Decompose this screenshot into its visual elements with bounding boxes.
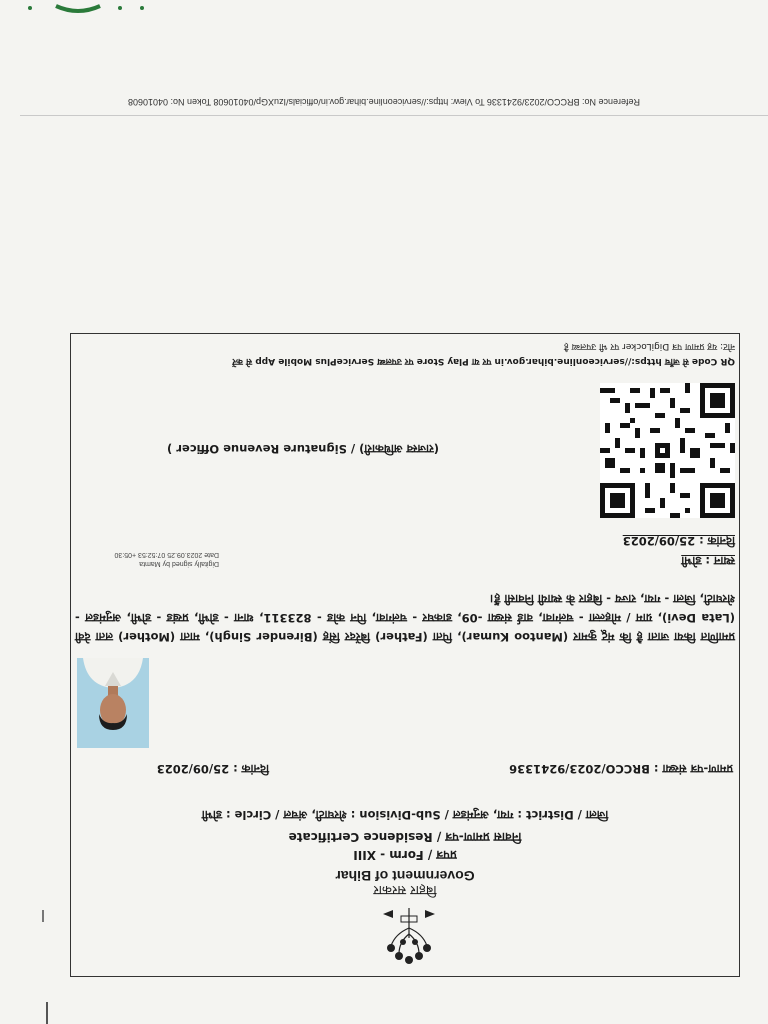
certificate-frame: [70, 333, 740, 977]
header-divider: [20, 115, 768, 116]
district-line: जिला / District : गया, अनुमंडल / Sub-Division : शेरघाटी, अंचल / Circle : डोभी: [201, 808, 609, 822]
digital-signature: [114, 550, 219, 568]
bihar-emblem-icon: [379, 906, 439, 968]
place: स्थान : डोभी: [681, 554, 735, 568]
government-title: Government of Bihar: [335, 868, 475, 884]
form-number: प्रपत्र / Form - XIII: [353, 848, 457, 862]
officer-signature-label: (राजस्व अधिकारी) / Signature Revenue Officer ): [167, 442, 439, 456]
applicant-photo: [77, 658, 149, 748]
reference-line: Reference No: BRCCO/2023/9241336 To View: https://serviceonline.bihar.gov.in/officials/IzuXGp/04010608 Token No: 04010608: [128, 97, 640, 107]
government-title-hindi: बिहार सरकार: [373, 882, 437, 897]
qr-verification-note: QR Code से जाँच https://serviceonline.bihar.gov.in पर या Play Store पर उपलब्ध ServicePlus Mobile App से करें: [232, 356, 735, 366]
margin-mark: [42, 910, 44, 922]
certificate-title: निवास प्रमाण-पत्र / Residence Certificate: [288, 830, 522, 844]
scan-artifact-marks: [18, 0, 148, 16]
certificate-number: प्रमाण-पत्र संख्या : BRCCO/2023/9241336: [509, 762, 733, 776]
certificate-body: प्रमाणित किया जाता है कि मंटू कुमार (Mantoo Kumar), पिता (Father) बिरेंदर सिंह (Birender Singh), माता (Mother) लता देवी (Lata Devi), ग्राम / मोहल्ला - चलंगवा, वार्ड संख्या -09, डाकघर - चलंगवा, पिन कोड - 823311, थाना - डोभी, प्रखंड - डोभी, अनुमंडल - शेरघाटी, जिला - गया, राज्य - बिहार के स्थायी निवासी हैं।: [75, 592, 735, 644]
signature-date: दिनांक : 25/09/2023: [622, 534, 735, 548]
margin-mark: [46, 1002, 48, 1024]
issue-date: दिनांक : 25/09/2023: [156, 762, 269, 776]
digital-signature-date: Date 2023.09.25 07:52:53 +05:30: [114, 551, 219, 558]
digital-signature-signer: Digitally signed by Mamta: [139, 560, 219, 567]
qr-code-icon: [600, 383, 735, 518]
digilocker-note: नोट: यह प्रमाण पत्र DigiLocker पर भी उपलब्ध है: [563, 341, 735, 351]
